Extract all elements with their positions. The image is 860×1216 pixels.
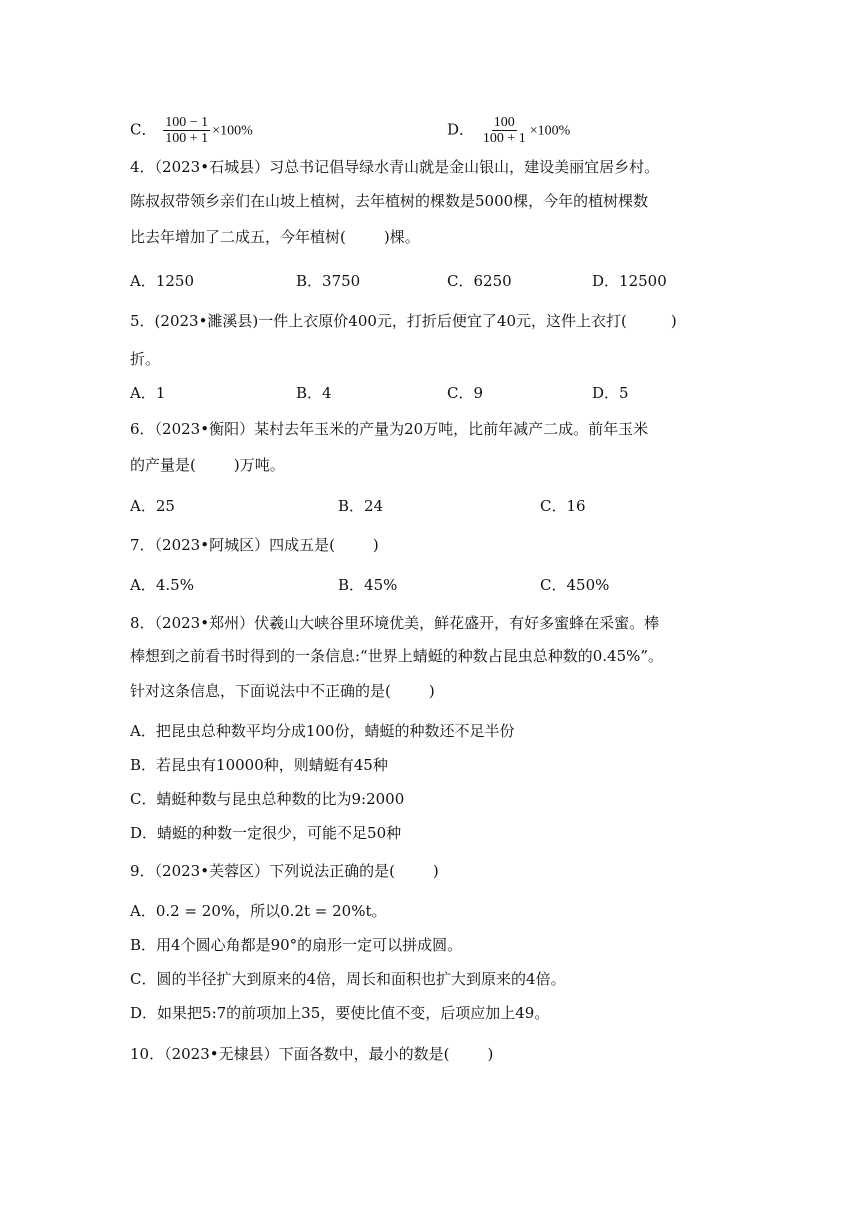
- q6-line-1: 6．（2023•衡阳）某村去年玉米的产量为20万吨，比前年减产二成。前年玉米: [130, 420, 649, 438]
- q8-line-1: 8．（2023•郑州）伏羲山大峡谷里环境优美，鲜花盛开，有好多蜜蜂在采蜜。棒: [130, 614, 660, 632]
- q4-line-2: 陈叔叔带领乡亲们在山坡上植树，去年植树的棵数是5000棵，今年的植树棵数: [130, 192, 649, 210]
- q7-line-1: 7．（2023•阿城区）四成五是( ): [130, 536, 379, 554]
- q8-line-2: 棒想到之前看书时得到的一条信息:“世界上蜻蜓的种数占昆虫总种数的0.45%”。: [130, 647, 664, 665]
- q5-option-c: C．9: [447, 384, 484, 402]
- q6-option-b: B．24: [338, 497, 384, 515]
- q3-d-fraction: $\frac{100}{100 + 1}$: [482, 115, 526, 146]
- q5-option-a: A．1: [130, 384, 166, 402]
- q4-line-1: 4．（2023•石城县）习总书记倡导绿水青山就是金山银山，建设美丽宜居乡村。: [130, 158, 660, 176]
- q5-line-1: 5．(2023•濉溪县)一件上衣原价400元，打折后便宜了40元，这件上衣打( ): [130, 312, 677, 330]
- q6-line-2: 的产量是( )万吨。: [130, 456, 285, 474]
- q3-c-fraction: $\frac{100 - 1}{100 + 1}$: [165, 115, 209, 146]
- q8-line-3: 针对这条信息，下面说法中不正确的是( ): [130, 682, 435, 700]
- q7-option-c: C．450%: [540, 576, 610, 594]
- q5-option-d: D．5: [592, 384, 629, 402]
- q4-option-d: D．12500: [592, 272, 667, 290]
- q9-option-d: D．如果把5:7的前项加上35，要使比值不变，后项应加上49。: [130, 1004, 550, 1022]
- q4-option-c: C．6250: [447, 272, 512, 290]
- q8-option-d: D．蜻蜓的种数一定很少，可能不足50种: [130, 824, 402, 842]
- q9-option-a: A．0.2 = 20%，所以0.2t = 20%t。: [130, 902, 387, 920]
- q4-option-b: B．3750: [296, 272, 361, 290]
- q5-option-b: B．4: [296, 384, 332, 402]
- q3-option-c: C． $\frac{100 - 1}{100 + 1}$ ×100%: [130, 115, 253, 146]
- q3-option-d: D． $\frac{100}{100 + 1}$ ×100%: [447, 115, 571, 146]
- q6-option-c: C．16: [540, 497, 586, 515]
- q9-line-1: 9．（2023•芙蓉区）下列说法正确的是( ): [130, 862, 439, 880]
- q7-option-a: A．4.5%: [130, 576, 194, 594]
- q4-line-3: 比去年增加了二成五，今年植树( )棵。: [130, 228, 420, 246]
- q9-option-b: B．用4个圆心角都是90°的扇形一定可以拼成圆。: [130, 936, 463, 954]
- q8-option-b: B．若昆虫有10000种，则蜻蜓有45种: [130, 756, 388, 774]
- q6-option-a: A．25: [130, 497, 175, 515]
- q4-option-a: A．1250: [130, 272, 195, 290]
- q5-line-2: 折。: [130, 350, 161, 368]
- q7-option-b: B．45%: [338, 576, 398, 594]
- q9-option-c: C．圆的半径扩大到原来的4倍，周长和面积也扩大到原来的4倍。: [130, 970, 566, 988]
- q10-line-1: 10．（2023•无棣县）下面各数中，最小的数是( ): [130, 1045, 494, 1063]
- q8-option-c: C．蜻蜓种数与昆虫总种数的比为9:2000: [130, 790, 405, 808]
- q8-option-a: A．把昆虫总种数平均分成100份，蜻蜓的种数还不足半份: [130, 722, 515, 740]
